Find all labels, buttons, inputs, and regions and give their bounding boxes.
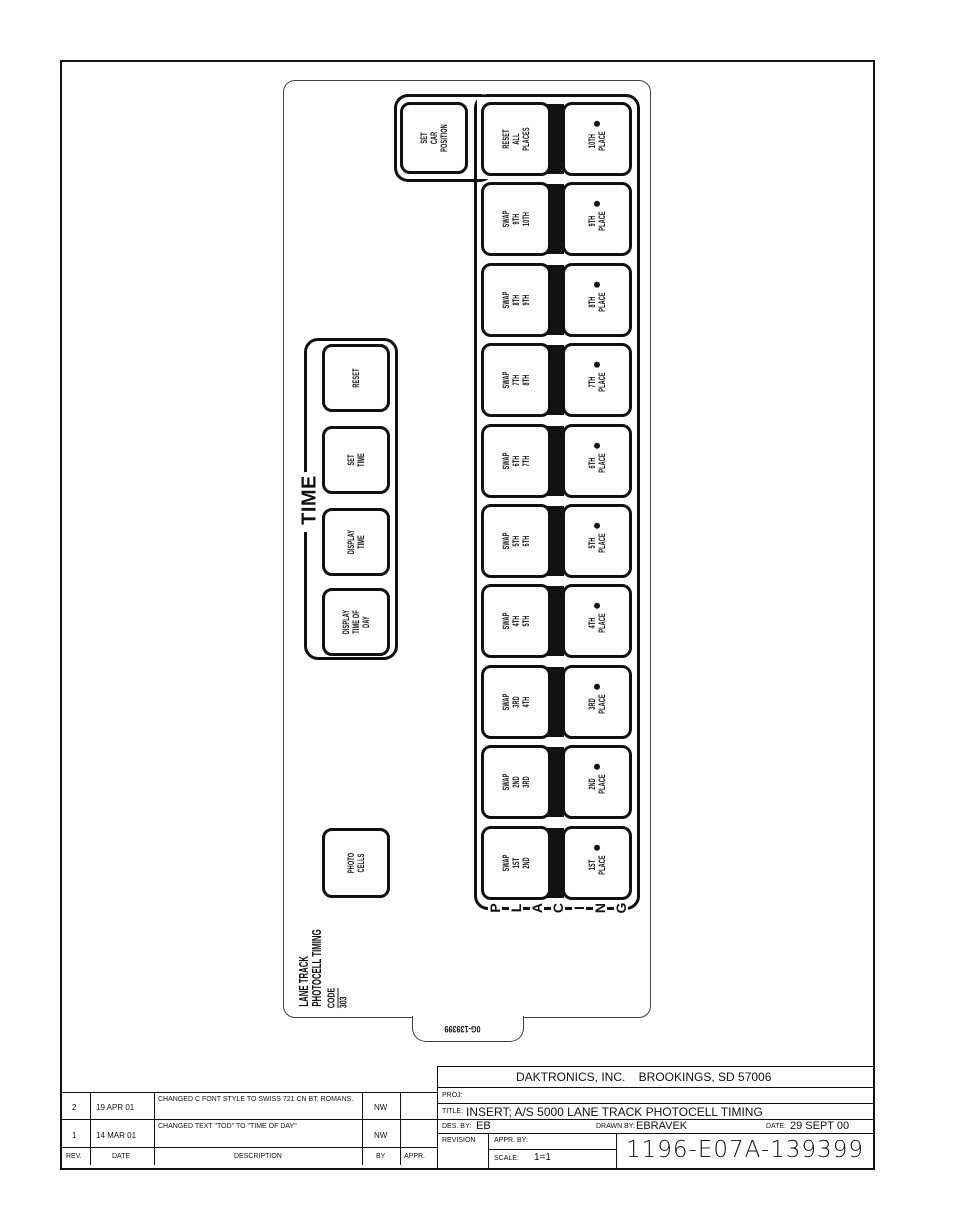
swap-7th-8th-button-line-1: SWAP	[501, 371, 511, 389]
8th-place-button-line-1: 8TH	[587, 296, 597, 308]
indicator-dot-icon	[594, 764, 600, 770]
title-value: INSERT; A/S 5000 LANE TRACK PHOTOCELL TIMING	[466, 1105, 763, 1119]
rev-1-description: CHANGED TEXT "TOD" TO "TIME OF DAY"	[158, 1123, 297, 1130]
rev-2-date: 19 APR 01	[96, 1103, 135, 1112]
swap-8th-9th-button-line-2: 8TH	[511, 294, 521, 306]
date-label: DATE:	[766, 1123, 787, 1130]
swap-4th-5th-button-label	[501, 613, 531, 630]
9th-place-button[interactable]	[562, 182, 632, 256]
swap-5th-6th-button-line-3: 6TH	[521, 535, 531, 547]
photo-cells-label	[346, 853, 366, 873]
part-stamp: 0G-139399	[444, 1024, 481, 1034]
swap-8th-9th-button-line-1: SWAP	[501, 291, 511, 309]
rev-1-number: 1	[72, 1131, 77, 1140]
3rd-place-button-line-1: 3RD	[587, 698, 597, 710]
reset-all-places-button-line-2: ALL	[511, 133, 521, 145]
set-car-position-line-2: CAR	[429, 131, 439, 145]
placing-letter-n: N	[593, 900, 607, 916]
10th-place-button-line-2: PLACE	[597, 131, 607, 151]
rev-2-description: CHANGED C FONT STYLE TO SWISS 721 CN BT, ROMANS.	[158, 1096, 354, 1103]
title-block	[437, 1066, 874, 1169]
indicator-dot-icon	[594, 443, 600, 449]
indicator-dot-icon	[594, 282, 600, 288]
10th-place-button-label	[587, 131, 607, 151]
des-by-value: EB	[476, 1120, 491, 1132]
swap-4th-5th-button-line-2: 4TH	[511, 615, 521, 627]
reset-all-places-button-line-3: PLACES	[521, 127, 531, 151]
2nd-place-button-line-1: 2ND	[587, 778, 597, 790]
header-by: BY	[376, 1153, 386, 1160]
reset-button[interactable]	[322, 344, 390, 412]
swap-5th-6th-button-label	[501, 533, 531, 550]
indicator-dot-icon	[594, 523, 600, 529]
4th-place-button-line-2: PLACE	[597, 613, 607, 633]
swap-3rd-4th-button-label	[501, 694, 531, 711]
swap-6th-7th-button-line-2: 6TH	[511, 455, 521, 467]
5th-place-button-line-1: 5TH	[587, 537, 597, 549]
indicator-dot-icon	[594, 362, 600, 368]
6th-place-button-line-2: PLACE	[597, 453, 607, 473]
8th-place-button[interactable]	[562, 263, 632, 337]
7th-place-button-label	[587, 372, 607, 392]
swap-7th-8th-button[interactable]	[481, 343, 551, 417]
display-time-line-1: DISPLAY	[346, 529, 356, 555]
swap-2nd-3rd-button-line-2: 2ND	[511, 776, 521, 788]
side-title	[290, 930, 330, 1006]
swap-1st-2nd-button-line-2: 1ST	[511, 857, 521, 869]
swap-2nd-3rd-button-label	[501, 774, 531, 791]
drawn-by-value: EBRAVEK	[636, 1120, 688, 1132]
swap-4th-5th-button-line-3: 5TH	[521, 615, 531, 627]
6th-place-button-line-1: 6TH	[587, 457, 597, 469]
scale-value: 1=1	[534, 1152, 551, 1163]
set-time-line-2: TIME	[356, 453, 366, 467]
display-time-of-day-button[interactable]	[322, 588, 390, 656]
placing-letter-c: C	[551, 900, 565, 916]
1st-place-button-line-2: PLACE	[597, 855, 607, 875]
reset-all-places-button-label	[501, 127, 531, 150]
10th-place-button-line-1: 10TH	[587, 133, 597, 149]
display-time-of-day-line-1: DISPLAY	[341, 609, 351, 635]
code-block	[328, 980, 348, 1016]
display-time-of-day-line-3: DAY	[361, 616, 371, 628]
date-value: 29 SEPT 00	[790, 1120, 850, 1132]
5th-place-button-line-2: PLACE	[597, 533, 607, 553]
7th-place-button[interactable]	[562, 343, 632, 417]
1st-place-button-label	[587, 855, 607, 875]
code-label: CODE	[326, 987, 338, 1009]
swap-6th-7th-button-line-1: SWAP	[501, 452, 511, 470]
swap-5th-6th-button[interactable]	[481, 504, 551, 578]
photo-cells-line-1: PHOTO	[346, 852, 356, 874]
swap-7th-8th-button-line-2: 7TH	[511, 374, 521, 386]
placing-letter-a: A	[530, 900, 544, 916]
display-time-button[interactable]	[322, 508, 390, 576]
9th-place-button-line-2: PLACE	[597, 211, 607, 231]
swap-3rd-4th-button[interactable]	[481, 665, 551, 739]
des-by-label: DES. BY:	[442, 1123, 472, 1130]
reset-line-1: RESET	[351, 368, 361, 388]
side-title-line-2: PHOTOCELL TIMING	[309, 929, 324, 1007]
6th-place-button[interactable]	[562, 424, 632, 498]
set-car-position-label	[419, 124, 449, 152]
10th-place-button[interactable]	[562, 102, 632, 176]
proj-label: PROJ:	[442, 1092, 463, 1099]
8th-place-button-line-2: PLACE	[597, 292, 607, 312]
3rd-place-button[interactable]	[562, 665, 632, 739]
placing-letter-g: G	[614, 900, 628, 916]
header-appr: APPR.	[404, 1153, 426, 1160]
swap-1st-2nd-button-line-1: SWAP	[501, 854, 511, 872]
code-value: 303	[338, 996, 350, 1009]
drawn-by-label: DRAWN BY:	[596, 1123, 636, 1130]
swap-8th-9th-button-label	[501, 292, 531, 309]
photo-cells-line-2: CELLS	[356, 853, 366, 873]
2nd-place-button-label	[587, 774, 607, 794]
4th-place-button[interactable]	[562, 584, 632, 658]
display-time-of-day-line-2: TIME OF	[351, 610, 361, 634]
placing-letter-i: I	[572, 900, 586, 916]
3rd-place-button-line-2: PLACE	[597, 694, 607, 714]
rev-1-by: NW	[374, 1131, 388, 1140]
swap-2nd-3rd-button-line-3: 3RD	[521, 776, 531, 788]
8th-place-button-label	[587, 292, 607, 312]
display-time-line-2: TIME	[356, 535, 366, 549]
swap-9th-10th-button-line-3: 10TH	[521, 211, 531, 227]
photo-cells-button[interactable]	[322, 828, 390, 898]
swap-3rd-4th-button-line-2: 3RD	[511, 696, 521, 708]
side-title-line-1: LANE TRACK	[296, 955, 311, 1007]
swap-4th-5th-button[interactable]	[481, 584, 551, 658]
6th-place-button-label	[587, 453, 607, 473]
revision-label: REVISION	[442, 1137, 476, 1144]
5th-place-button[interactable]	[562, 504, 632, 578]
swap-6th-7th-button-label	[501, 453, 531, 470]
placing-letter-l: L	[509, 900, 523, 916]
1st-place-button[interactable]	[562, 826, 632, 900]
3rd-place-button-label	[587, 694, 607, 714]
appr-by-label: APPR. BY:	[494, 1137, 528, 1144]
swap-3rd-4th-button-line-1: SWAP	[501, 693, 511, 711]
set-car-position-line-1: SET	[419, 132, 429, 144]
scale-label: SCALE:	[494, 1155, 519, 1162]
placing-letter-p: P	[488, 900, 502, 916]
company-name: DAKTRONICS, INC. BROOKINGS, SD 57006	[516, 1070, 772, 1084]
set-time-button[interactable]	[322, 426, 390, 494]
header-date: DATE	[112, 1153, 131, 1160]
swap-7th-8th-button-label	[501, 372, 531, 389]
swap-7th-8th-button-line-3: 8TH	[521, 374, 531, 386]
display-time-of-day-label	[341, 610, 371, 635]
indicator-dot-icon	[594, 603, 600, 609]
display-time-label	[346, 530, 366, 555]
indicator-dot-icon	[594, 201, 600, 207]
swap-4th-5th-button-line-1: SWAP	[501, 612, 511, 630]
4th-place-button-line-1: 4TH	[587, 617, 597, 629]
swap-8th-9th-button[interactable]	[481, 263, 551, 337]
swap-5th-6th-button-line-1: SWAP	[501, 532, 511, 550]
1st-place-button-line-1: 1ST	[587, 859, 597, 871]
9th-place-button-line-1: 9TH	[587, 215, 597, 227]
set-car-position-button[interactable]	[400, 102, 468, 174]
indicator-dot-icon	[594, 121, 600, 127]
rev-2-number: 2	[72, 1103, 77, 1112]
time-heading: TIME	[298, 475, 321, 525]
swap-9th-10th-button-label	[501, 211, 531, 228]
swap-6th-7th-button[interactable]	[481, 424, 551, 498]
rev-2-by: NW	[374, 1103, 388, 1112]
swap-1st-2nd-button-label	[501, 855, 531, 872]
2nd-place-button-line-2: PLACE	[597, 774, 607, 794]
set-time-line-1: SET	[346, 454, 356, 466]
indicator-dot-icon	[594, 684, 600, 690]
revision-table	[62, 1092, 438, 1165]
swap-1st-2nd-button-line-3: 2ND	[521, 857, 531, 869]
swap-6th-7th-button-line-3: 7TH	[521, 455, 531, 467]
2nd-place-button[interactable]	[562, 745, 632, 819]
reset-all-places-button-line-1: RESET	[501, 129, 511, 149]
swap-8th-9th-button-line-3: 9TH	[521, 294, 531, 306]
swap-9th-10th-button-line-2: 9TH	[511, 213, 521, 225]
swap-9th-10th-button-line-1: SWAP	[501, 210, 511, 228]
swap-2nd-3rd-button-line-1: SWAP	[501, 773, 511, 791]
reset-all-places-button[interactable]	[481, 102, 551, 176]
swap-1st-2nd-button[interactable]	[481, 826, 551, 900]
set-time-label	[346, 453, 366, 467]
swap-5th-6th-button-line-2: 5TH	[511, 535, 521, 547]
7th-place-button-line-2: PLACE	[597, 372, 607, 392]
indicator-dot-icon	[594, 845, 600, 851]
rev-1-date: 14 MAR 01	[96, 1131, 137, 1140]
reset-label	[351, 368, 361, 387]
swap-3rd-4th-button-line-3: 4TH	[521, 696, 531, 708]
5th-place-button-label	[587, 533, 607, 553]
title-label: TITLE:	[442, 1108, 464, 1115]
swap-9th-10th-button[interactable]	[481, 182, 551, 256]
9th-place-button-label	[587, 211, 607, 231]
4th-place-button-label	[587, 613, 607, 633]
header-description: DESCRIPTION	[234, 1153, 282, 1160]
header-rev: REV.	[66, 1153, 82, 1160]
drawing-number: 1196-E07A-139399	[626, 1137, 864, 1163]
set-car-position-line-3: POSITION	[439, 124, 449, 152]
swap-2nd-3rd-button[interactable]	[481, 745, 551, 819]
7th-place-button-line-1: 7TH	[587, 376, 597, 388]
